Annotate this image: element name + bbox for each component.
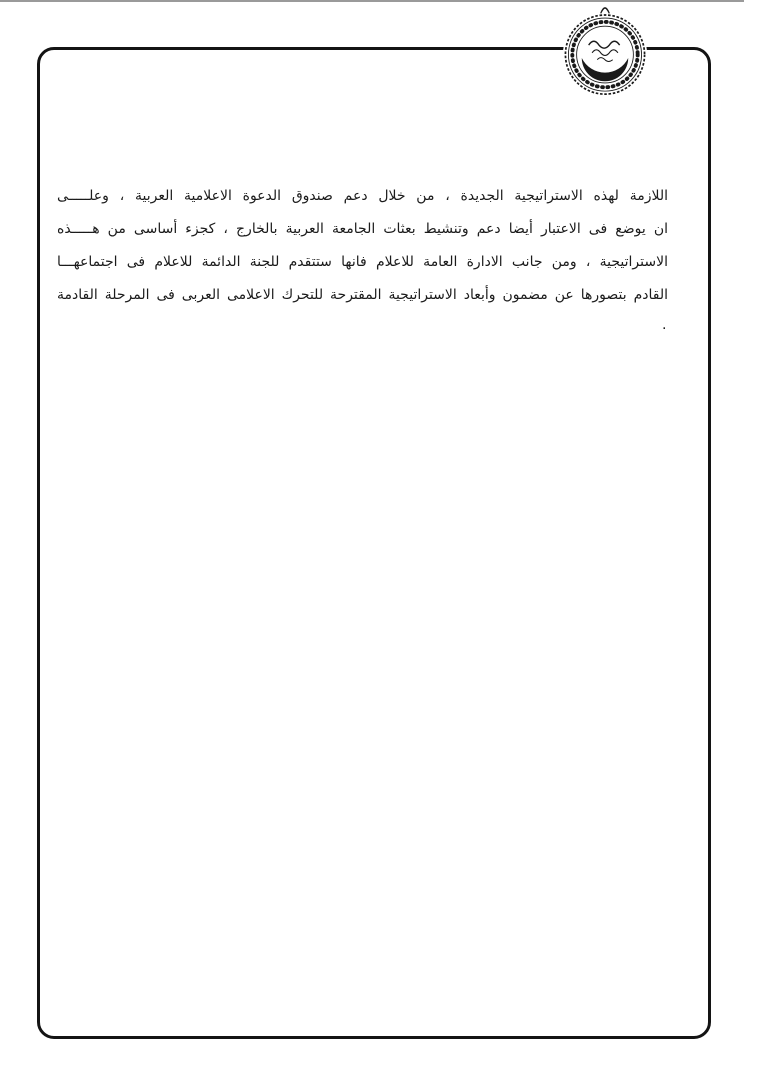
paragraph-line-3: الاستراتيجية ، ومن جانب الادارة العامة للاعلام فانها ستتقدم للجنة الدائمة للاعلام فى اجتماعهـــا	[57, 254, 668, 270]
body-paragraph	[57, 180, 668, 345]
paragraph-line-1: اللازمة لهذه الاستراتيجية الجديدة ، من خلال دعم صندوق الدعوة الاعلامية العربية ، وعلـــــى	[57, 188, 668, 204]
arab-league-emblem-icon	[562, 0, 648, 104]
paragraph-line-4: القادم بتصورها عن مضمون وأبعاد الاستراتيجية المقترحة للتحرك الاعلامى العربى فى المرحلة القادمة ٠	[57, 287, 668, 336]
paragraph-line-2: ان يوضع فى الاعتبار أيضا دعم وتنشيط بعثات الجامعة العربية بالخارج ، كجزء أساسى من هـــــذه	[57, 221, 668, 237]
